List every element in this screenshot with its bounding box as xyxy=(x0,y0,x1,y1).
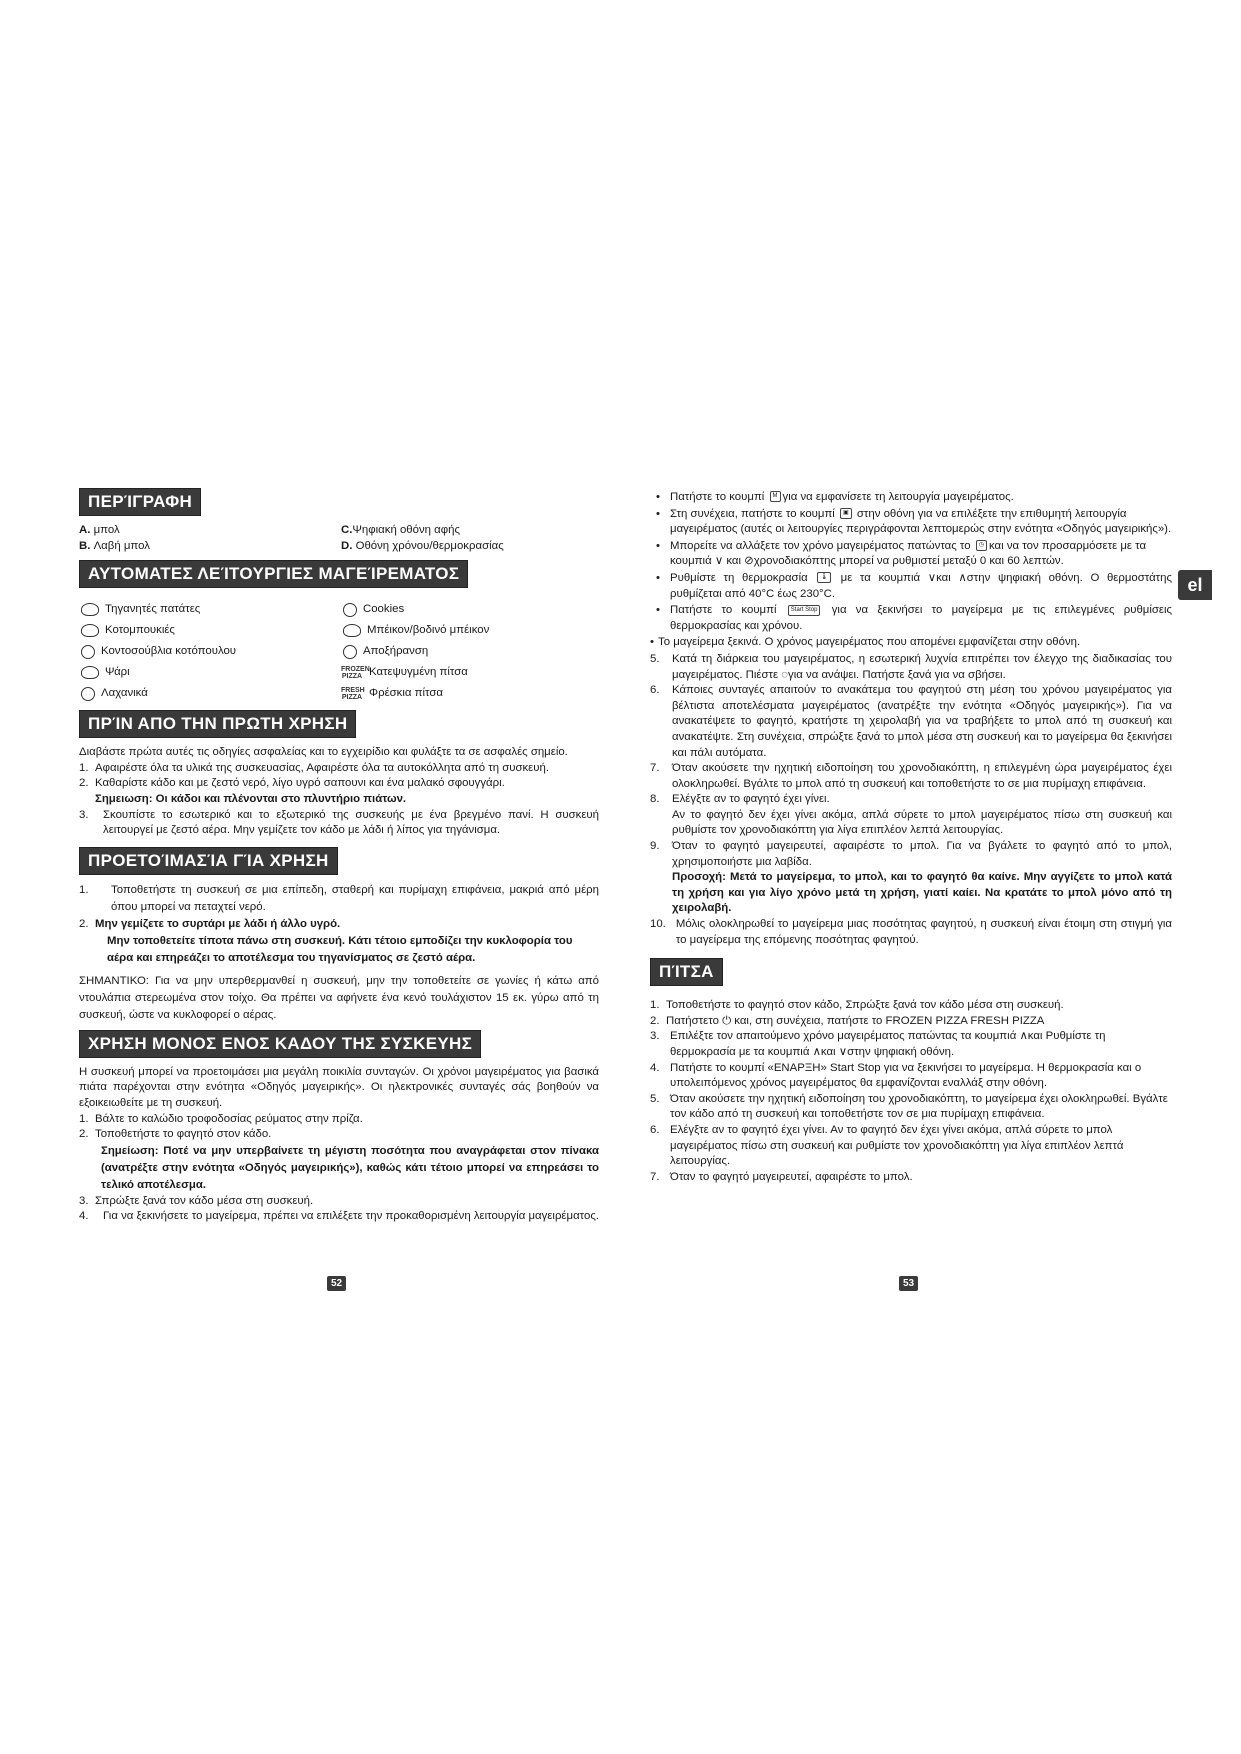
section-title-first-use: ΠΡΊΝ ΑΠΟ ΤΗΝ ΠΡΩΤΗ ΧΡΗΣΗ xyxy=(79,710,356,738)
page-number-left: 52 xyxy=(327,1276,346,1291)
cooking-bullet: • Πατήστε το κουμπί Start Stop για να ξεκινήσει το μαγείρεμα με τις επιλεγμένες ρυθμίσεις θερμοκρασίας και χρόνου. xyxy=(656,604,1173,632)
cookie-icon xyxy=(343,603,357,617)
program-fish: Ψάρι xyxy=(79,662,341,683)
single-basket-intro: Η συσκευή μπορεί να προετοιμάσει μια μεγάλη ποικιλία συνταγών. Οι χρόνοι μαγειρέματος για βασικά πιάτα παρέχονται στην ενότητα «Οδηγός μαγειρικής». Οι ηλεκτρονικές συνταγές σάς βοηθούν να εξοικειωθείτε με τη συσκευή. xyxy=(79,1065,599,1109)
left-page xyxy=(79,488,599,1225)
cooking-step: 8. Ελέγξτε αν το φαγητό έχει γίνει. Αν το φαγητό δεν έχει γίνει ακόμα, απλά σύρετε το μπολ μαγειρέματος πίσω στη συσκευή και ρυθμίστε τον χρονοδιακόπτη για λίγα επιπλέον λεπτά λειτουργίας. xyxy=(650,793,1172,837)
program-fresh-pizza: FRESH PIZZA Φρέσκια πίτσα xyxy=(341,686,443,701)
pizza-step: 5. Όταν ακούσετε την ηχητική ειδοποίηση του χρονοδιακόπτη, το μαγείρεμα έχει ολοκληρωθεί. Βγάλτε τον κάδο από τη συσκευή και τοποθετήστε τον σε μια πυρίμαχη επιφάνεια. xyxy=(650,1092,1168,1121)
dishwasher-note: Σημειωση: Οι κάδοι και πλένονται στο πλυντήριο πιάτων. xyxy=(95,792,407,805)
cooking-step: 9. Όταν το φαγητό μαγειρευτεί, αφαιρέστε το μπολ. Για να βγάλετε το φαγητό από το μπολ, χρησιμοποιήστε μια λαβίδα. Προσοχή: Μετά το μαγείρεμα, το μπολ, και το φαγητό θα καίνε. Μην αγγίζετε το μπολ κατά τη χρήση και για λίγο χρόνο μετά τη χρήση, γιατί καίει. Να κρατάτε το μπολ μόνο από τη χειρολαβή. xyxy=(650,840,1172,915)
single-basket-step: 2. Τοποθετήστε το φαγητό στον κάδο. Σημείωση: Ποτέ να μην υπερβαίνετε τη μέγιστη ποσότητα που αναγράφεται στον πίνακα (ανατρέξτε στην ενότητα «Οδηγός μαγειρικής»), καθώς κάτι τέτοιο μπορεί να επηρεάσει το τελικό αποτέλεσμα. xyxy=(79,1128,599,1191)
important-note: ΣΗΜΑΝΤΙΚΟ: Για να μην υπερθερμανθεί η συσκευή, μην την τοποθετείτε σε γωνίες ή κάτω από ντουλάπια στερεωμένα στον τοίχο. Θα πρέπει να αφήνετε ένα κενό τουλάχιστον 15 εκ. γύρω από τη συσκευή, ώστε να κυκλοφορεί ο αέρας. xyxy=(79,974,599,1021)
vegetables-icon xyxy=(81,687,95,701)
program-bacon: Μπέικον/βοδινό μπέικον xyxy=(341,620,599,641)
pizza-step: 6. Ελέγξτε αν το φαγητό έχει γίνει. Αν το φαγητό δεν έχει γίνει ακόμα, απλά σύρετε το μπολ μαγειρέματος πίσω στη συσκευή και ρυθμίστε τον χρονοδιακόπτη για λίγα επιπλέον λεπτά λειτουργίας. xyxy=(650,1123,1124,1168)
page-number-right: 53 xyxy=(899,1276,918,1291)
frozen-pizza-icon: FROZEN PIZZA xyxy=(341,665,370,680)
pizza-step: 1. Τοποθετήστε το φαγητό στον κάδο, Σπρώξτε ξανά τον κάδο μέσα στη συσκευή. xyxy=(650,999,1064,1012)
program-dehydrate: Αποξήρανση xyxy=(341,641,599,662)
fries-icon xyxy=(81,603,99,616)
part-c: C.Ψηφιακή οθόνη αφής xyxy=(341,524,460,536)
first-use-step: 2. Καθαρίστε κάδο και με ζεστό νερό, λίγο υγρό σαπουνι και ένα μαλακό σφουγγάρι. Σημειωση: Οι κάδοι και πλένονται στο πλυντήριο πιάτων. xyxy=(79,777,505,805)
cooking-step: 6. Κάποιες συνταγές απαιτούν το ανακάτεμα του φαγητού στη μέση του χρόνου μαγειρέματος για βέλτιστα αποτελέσματα μαγειρέματος (ανατρέξτε την ενότητα «Οδηγός μαγειρικής»). Για να ανακατέψετε το φαγητό, κρατήστε τη χειρολαβή για να τραβήξετε το μπολ από τη συσκευή και ανακατέψτε. Στη συνέχεια, σπρώξτε ξανά το μπολ μέσα στη συσκευή και το μαγείρεμα θα ξεκινήσει και πάλι αυτόματα. xyxy=(650,684,1172,759)
program-vegetables: Λαχανικά xyxy=(79,683,341,704)
section-title-preparation: ΠΡΟΕΤΟΊΜΑΣΊΑ ΓΊΑ ΧΡΗΣΗ xyxy=(79,847,338,875)
program-frozen-pizza: FROZEN PIZZA Κατεψυγμένη πίτσα xyxy=(341,665,468,680)
section-title-description: ΠΕΡΊΓΡΑΦΗ xyxy=(79,488,201,516)
cooking-started: • Το μαγείρεμα ξεκινά. Ο χρόνος μαγειρέματος που απομένει εμφανίζεται στην οθόνη. xyxy=(650,636,1081,649)
start-stop-icon: Start Stop xyxy=(788,605,821,616)
prep-step: 2. Μην γεμίζετε το συρτάρι με λάδι ή άλλο υγρό. Μην τοποθετείτε τίποτα πάνω στη συσκευή. Κάτι τέτοιο εμποδίζει την κυκλοφορία του αέρα και επηρεάζει το αποτέλεσμα του τηγανίσματος σε ζεστό αέρα. xyxy=(79,917,573,964)
part-d: D. Οθόνη χρόνου/θερμοκρασίας xyxy=(341,539,504,552)
thermometer-icon: 🌡 xyxy=(817,572,831,583)
fish-icon xyxy=(81,666,99,679)
cooking-bullet: • Μπορείτε να αλλάξετε τον χρόνο μαγειρέματος πατώντας το ◷ και να τον προσαρμόσετε με τα κουμπιά ∨ και ⊘χρονοδιακόπτης μπορεί να ρυθμιστεί μεταξύ 0 και 60 λεπτών. xyxy=(656,539,1147,568)
single-basket-step: 3. Σπρώξτε ξανά τον κάδο μέσα στη συσκευή. xyxy=(79,1194,314,1207)
cooking-bullet: • Πατήστε το κουμπί M για να εμφανίσετε τη λειτουργία μαγειρέματος. xyxy=(656,491,1014,503)
single-basket-step: 4. Για να ξεκινήσετε το μαγείρεμα, πρέπει να επιλέξετε την προκαθορισμένη λειτουργία μαγειρέματος. xyxy=(79,1210,599,1223)
first-use-step: 3. Σκουπίστε το εσωτερικό και το εξωτερικό της συσκευής με ένα βρεγμένο πανί. Η συσκευή λειτουργεί με ζεστό αέρα. Μην γεμίζετε τον κάδο με λάδι ή λίπος για τηγάνισμα. xyxy=(79,808,599,837)
pizza-step: 3. Επιλέξτε τον απαιτούμενο χρόνο μαγειρέματος πατώντας τα κουμπιά ∧και Ρυθμίστε τη θερμοκρασία με τα κουμπιά ∧και ∨στην ψηφιακή οθόνη. xyxy=(650,1030,1106,1058)
pizza-step: 4. Πατήστε το κουμπί «ΕΝΑΡΞΗ» Start Stop για να ξεκινήσει το μαγείρεμα. Η θερμοκρασία και ο υπολειπόμενος χρόνος μαγειρέματος θα εμφανίζονται εναλλάξ στην οθόνη. xyxy=(650,1061,1142,1090)
prep-step: 1. Τοποθετήστε τη συσκευή σε μια επίπεδη, σταθερή και πυρίμαχη επιφάνεια, μακριά από μέρη όπου μπορεί να πεταχτεί νερό. xyxy=(79,883,599,913)
cooking-bullet: • Στη συνέχεια, πατήστε το κουμπί ▣ στην οθόνη για να επιλέξετε την επιθυμητή λειτουργία μαγειρέματος (αυτές οι λειτουργίες περιγράφονται λεπτομερώς στην ενότητα «Οδηγός μαγειρικής»). xyxy=(656,507,1172,536)
program-cookies: Cookies xyxy=(341,599,599,620)
pizza-step: 7. Όταν το φαγητό μαγειρευτεί, αφαιρέστε το μπολ. xyxy=(650,1170,913,1183)
programs-list xyxy=(79,599,599,704)
language-tab: el xyxy=(1178,570,1212,600)
cooking-step: 5. Κατά τη διάρκεια του μαγειρέματος, η εσωτερική λυχνία επιτρέπει τον έλεγχο της διαδικασίας του μαγειρέματος. Πιέστε ◌για να ανάψει. Πατήστε ξανά για να σβήσει. xyxy=(650,652,1172,681)
bacon-icon xyxy=(343,624,361,637)
pizza-step: 2. Πατήστετο ⏻ και, στη συνέχεια, πατήστε το FROZEN PIZZA FRESH PIZZA xyxy=(650,1014,1045,1027)
program-nuggets: Κοτομπουκιές xyxy=(79,620,341,641)
fresh-pizza-icon: FRESH PIZZA xyxy=(341,686,365,701)
cooking-bullet: • Ρυθμίστε τη θερμοκρασία 🌡 με τα κουμπιά ∨και ∧στην ψηφιακή οθόνη. Ο θερμοστάτης ρυθμίζεται από 40°C έως 230°C. xyxy=(656,571,1173,600)
cooking-step: 10. Μόλις ολοκληρωθεί το μαγείρεμα μιας ποσότητας φαγητού, η συσκευή είναι έτοιμη στη στιγμή για το μαγείρεμα της επόμενης ποσότητας φαγητού. xyxy=(650,918,1172,946)
nuggets-icon xyxy=(81,624,99,637)
part-b: B. Λαβή μπολ xyxy=(79,539,150,552)
cooking-step: 7. Όταν ακούσετε την ηχητική ειδοποίηση του χρονοδιακόπτη, η επιλεγμένη ώρα μαγειρέματος έχει ολοκληρωθεί. Βγάλτε το μπολ από τη συσκευή και τοποθετήστε το σε μια πυρίμαχη επιφάνεια. xyxy=(650,762,1172,790)
section-title-automatic-programs: ΑΥΤΟΜΑΤΕΣ ΛΕΊΤΟΥΡΓΙΕΣ ΜΑΓΕΊΡΕΜΑΤΟΣ xyxy=(79,560,468,588)
menu-button-icon: M xyxy=(770,491,781,502)
drumstick-icon xyxy=(81,645,95,659)
parts-list xyxy=(79,523,599,554)
dehydrate-icon xyxy=(343,645,357,659)
first-use-step: 1. Αφαιρέστε όλα τα υλικά της συσκευασίας, Αφαιρέστε όλα τα αυτοκόλλητα από τη συσκευή. xyxy=(79,761,549,774)
section-title-single-basket: ΧΡΗΣΗ ΜΟΝΟΣ ΕΝΟΣ ΚΑΔΟΥ ΤΗΣ ΣΥΣΚΕΥΗΣ xyxy=(79,1030,481,1058)
part-a: A. μπολ xyxy=(79,524,120,536)
program-drumstick: Κοντοσούβλια κοτόπουλου xyxy=(79,641,341,662)
first-use-intro: Διαβάστε πρώτα αυτές τις οδηγίες ασφαλείας και το εγχειρίδιο και φυλάξτε τα σε ασφαλές σημείο. xyxy=(79,746,568,759)
program-button-icon: ▣ xyxy=(840,508,852,519)
program-fries: Τηγανητές πατάτες xyxy=(79,599,341,620)
single-basket-step: 1. Βάλτε το καλώδιο τροφοδοσίας ρεύματος στην πρίζα. xyxy=(79,1112,363,1125)
section-title-pizza: ΠΊΤΣΑ xyxy=(650,958,723,986)
right-page xyxy=(650,490,1172,1185)
timer-icon: ◷ xyxy=(976,540,987,551)
